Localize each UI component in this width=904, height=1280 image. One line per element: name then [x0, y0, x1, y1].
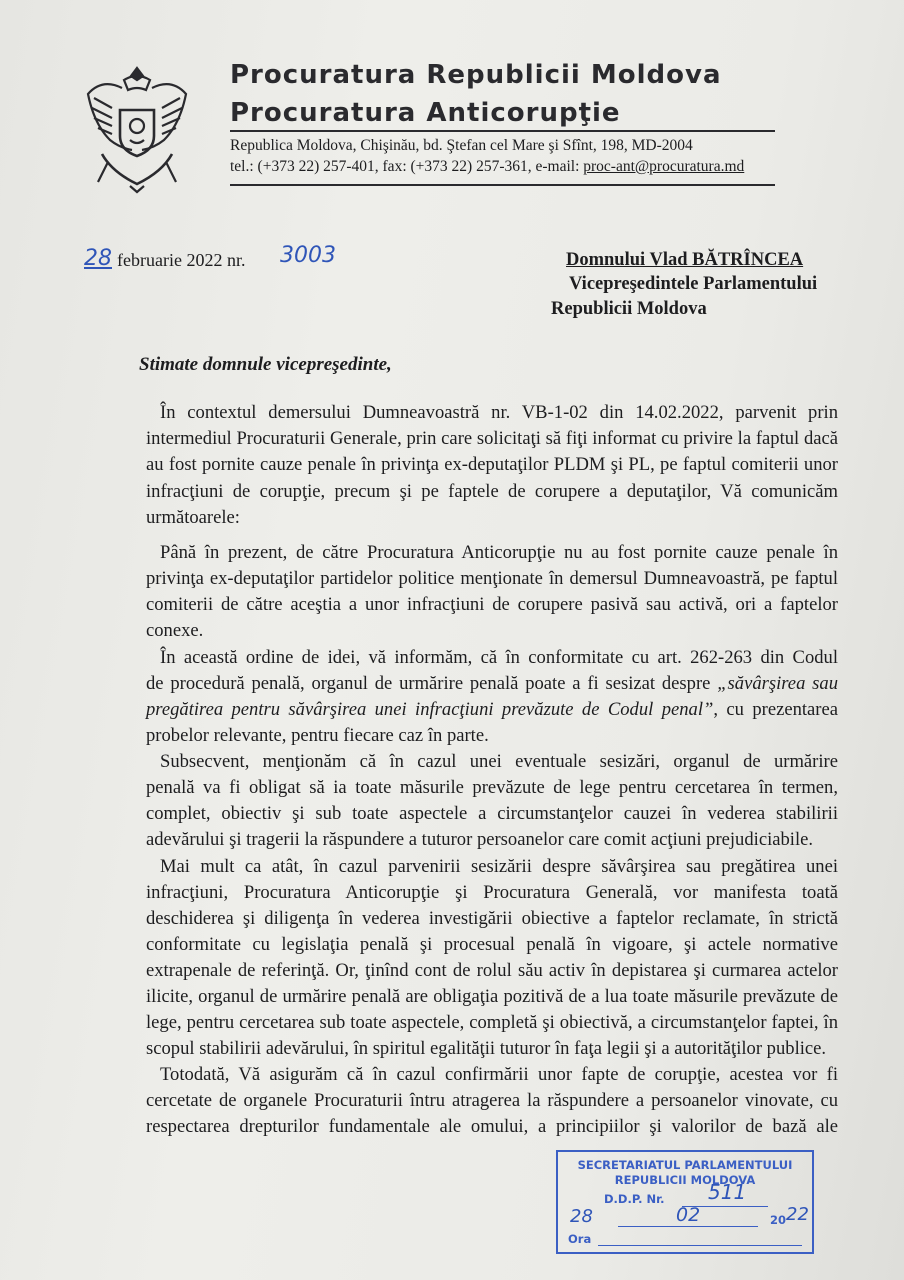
date-day-handwritten: 28: [84, 246, 112, 271]
header-contacts: [230, 158, 744, 176]
p4-line-1: Subsecvent, menţionăm că în cazul unei eventuale sesizări, organul de urmărire: [160, 751, 838, 772]
header-email-link[interactable]: proc-ant@procuratura.md: [583, 158, 745, 175]
p5-line-6: ilicite, organul de urmărire penală are obligaţia pozitivă de a lua toate măsurile prevăzute de: [146, 986, 838, 1007]
header-title-republic: Procuratura Republicii Moldova: [230, 60, 722, 90]
p3-line-1: În această ordine de idei, vă informăm, că în conformitate cu art. 262-263 din Codul: [160, 647, 838, 668]
p5-line-2: infracţiuni, Procuratura Anticorupţie şi Procuratura Generală, vor manifesta toată: [146, 882, 838, 903]
stamp-year-handwritten: 22: [786, 1204, 809, 1225]
stamp-day-handwritten: 28: [570, 1206, 593, 1227]
p3-line-4: probelor relevante, pentru fiecare caz în parte.: [146, 725, 489, 746]
p3-line-3-plain: , cu prezentarea: [713, 699, 838, 720]
p4-line-4: adevărului şi tragerii la răspundere a tuturor persoanelor care comit acţiuni prejudiciabile.: [146, 829, 814, 850]
stamp-month-handwritten: 02: [676, 1204, 701, 1226]
header-contacts-text: tel.: (+373 22) 257-401, fax: (+373 22) 257-361, e-mail:: [230, 158, 584, 175]
p4-line-2: penală va fi obligat să ia toate măsurile prevăzute de lege pentru cercetarea în termen,: [146, 777, 838, 798]
header-rule-bottom: [230, 184, 775, 186]
p1-line-1: În contextul demersului Dumneavoastră nr. VB-1-02 din 14.02.2022, parvenit prin: [160, 402, 838, 423]
p3-line-2-plain: de procedură penală, organul de urmărire penală poate a fi sesizat despre: [146, 673, 718, 694]
stamp-year-prefix: 20: [770, 1213, 787, 1227]
p6-line-1: Totodată, Vă asigurăm că în cazul confirmării unor fapte de corupţie, acestea vor fi: [160, 1064, 838, 1085]
p3-line-3: [146, 699, 838, 721]
registration-stamp: [556, 1150, 814, 1254]
stamp-ora-label: Ora: [568, 1232, 592, 1246]
p3-line-2: [146, 673, 838, 695]
p1-line-5: următoarele:: [146, 507, 240, 528]
p4-line-3: complet, obiectiv şi sub toate aspectele a circumstanţelor cauzei în vederea stabilirii: [146, 803, 838, 824]
stamp-line-1: SECRETARIATUL PARLAMENTULUI: [577, 1158, 793, 1172]
p5-line-7: lege, pentru cercetarea sub toate aspectele, completă şi obiectivă, a circumstanţelor faptei, în: [146, 1012, 838, 1033]
date-month-year: februarie 2022 nr.: [117, 250, 246, 270]
p1-line-3: au fost pornite cauze penale în privinţa ex-deputaţilor PLDM şi PL, pe faptul comiterii unor: [146, 454, 838, 475]
p5-line-8: scopul stabilirii adevărului, în spiritul egalităţii tuturor în faţa legii şi a autorităţilor publice.: [146, 1038, 827, 1059]
p5-line-5: extrapenale de referinţă. Or, ţinînd cont de rolul său activ în depistarea şi curmarea actelor: [146, 960, 838, 981]
p2-line-3: comiterii de către aceştia a unor infracţiuni de corupere pasivă sau activă, ori a faptelor: [146, 594, 838, 615]
p1-line-4: infracţiuni de corupţie, precum şi pe faptele de corupere a deputaţilor, Vă comunicăm: [146, 481, 838, 502]
recipient-position: Vicepreşedintele Parlamentului: [569, 274, 818, 294]
header-address: Republica Moldova, Chişinău, bd. Ştefan cel Mare şi Sfînt, 198, MD-2004: [230, 137, 693, 154]
p2-line-4: conexe.: [146, 620, 204, 641]
recipient-institution: Republicii Moldova: [551, 299, 707, 319]
p5-line-3: deschiderea şi diligenţa în vederea investigării obiective a faptelor reclamate, în strictă: [146, 908, 838, 929]
stamp-ddp-value-handwritten: 511: [708, 1180, 747, 1204]
p6-line-2: cercetate de organele Procuraturii întru atragerea la răspundere a persoanelor vinovate, cu: [146, 1090, 838, 1111]
moldova-coat-of-arms-icon: [78, 58, 196, 196]
salutation: Stimate domnule vicepreşedinte,: [139, 354, 392, 375]
p5-line-1: Mai mult ca atât, în cazul parvenirii sesizării despre săvârşirea sau pregătirea unei: [160, 856, 838, 877]
p3-line-2-quote: „săvârşirea sau: [717, 673, 838, 694]
header-rule-top: [230, 130, 775, 132]
p6-line-3: respectarea drepturilor fundamentale ale omului, a principiilor şi valorilor de bază ale: [146, 1116, 838, 1137]
stamp-ddp-label: D.D.P. Nr.: [604, 1192, 665, 1206]
header-title-anticorruption: Procuratura Anticorupţie: [230, 98, 621, 128]
p3-line-3-quote: pregătirea pentru săvârşirea unei infracţiuni prevăzute de Codul penal”: [146, 699, 714, 720]
p5-line-4: conformitate cu legislaţia penală şi procesual penală în vigoare, şi actele normative: [146, 934, 838, 955]
recipient-name: Domnului Vlad BĂTRÎNCEA: [566, 250, 804, 270]
p2-line-1: Până în prezent, de către Procuratura Anticorupţie nu au fost pornite cauze penale în: [160, 542, 838, 563]
stamp-date-rule: [618, 1226, 758, 1227]
p2-line-2: privinţa ex-deputaţilor partidelor politice menţionate în demersul Dumneavoastră, pe faptul: [146, 568, 838, 589]
stamp-ora-rule: [598, 1245, 802, 1246]
stamp-line-2: REPUBLICII MOLDOVA: [614, 1173, 756, 1187]
registration-number-handwritten: 3003: [280, 243, 336, 268]
p1-line-2: intermediul Procuraturii Generale, prin care solicitaţi să fiţi informat cu privire la faptul dacă: [146, 428, 838, 449]
